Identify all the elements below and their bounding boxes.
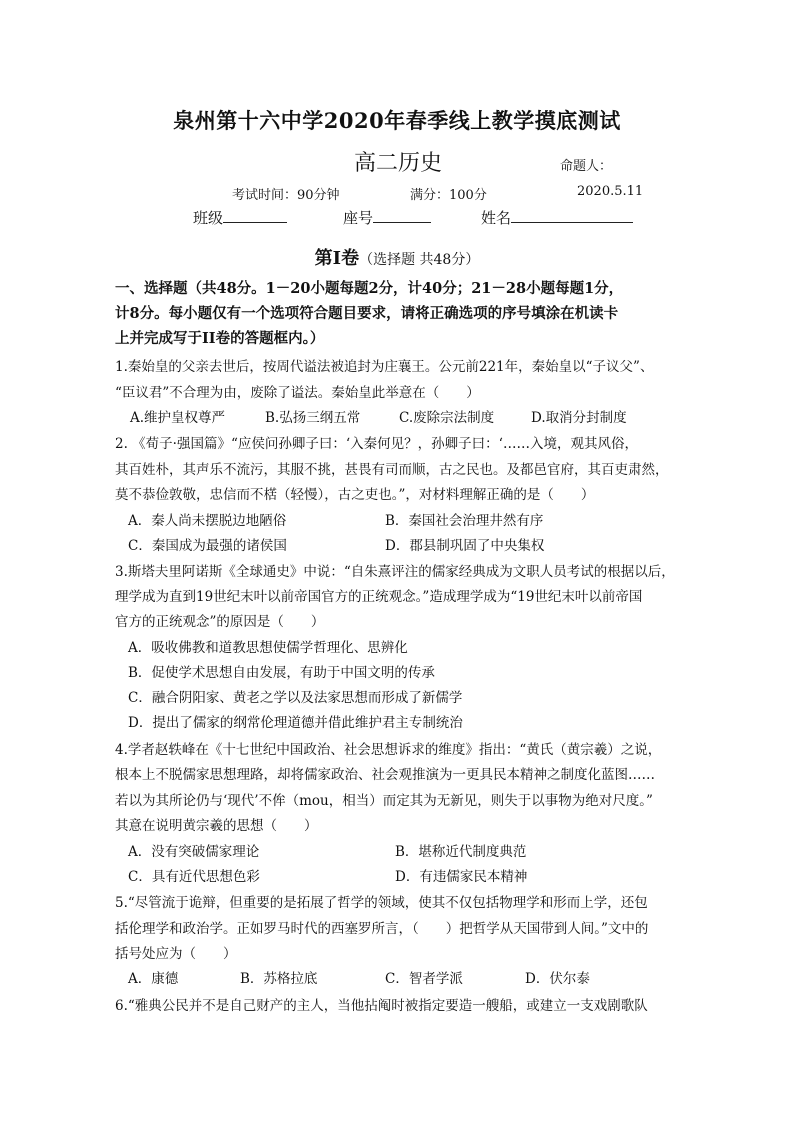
exam-title: 泉州第十六中学2020年春季线上教学摸底测试 [173,108,621,133]
question-1-option-d[interactable]: D.取消分封制度 [531,410,627,426]
question-5-option-d[interactable]: D．伏尔泰 [525,971,590,987]
question-1-option-b[interactable]: B.弘扬三纲五常 [265,410,361,426]
section-heading [0,244,794,270]
seat-field [343,207,431,228]
question-4-option-c[interactable]: C．具有近代思想色彩 [128,869,260,885]
question-4-stem: 4.学者赵轶峰在《十七世纪中国政治、社会思想诉求的维度》指出：“黄氏（黄宗羲）之说， [115,742,662,758]
question-3-option-c[interactable]: C．融合阴阳家、黄老之学以及法家思想而形成了新儒学 [128,690,463,706]
name-label: 姓名 [481,209,512,227]
question-4-option-d[interactable]: D．有违儒家民本精神 [395,869,528,885]
question-3-option-d[interactable]: D．提出了儒家的纲常伦理道德并借此维护君主专制统治 [128,715,463,731]
question-6-stem: 6.“雅典公民并不是自己财产的主人，当他拈阄时被指定要造一艘船，或建立一支戏剧歌队 [115,998,648,1014]
subject-title: 高二历史 [354,151,443,176]
exam-time: 考试时间：90分钟 [232,188,340,203]
question-2-option-c[interactable]: C．秦国成为最强的诸侯国 [128,538,287,554]
question-1-option-a[interactable]: A.维护皇权尊严 [130,410,226,426]
question-2-option-b[interactable]: B．秦国社会治理井然有序 [385,513,544,529]
question-1-option-c[interactable]: C.废除宗法制度 [399,410,495,426]
question-3-option-b[interactable]: B．促使学术思想自由发展，有助于中国文明的传承 [128,665,435,681]
instruction-line: 计8分。每小题仅有一个选项符合题目要求，请将正确选项的序号填涂在机读卡 [115,305,619,322]
question-2-stem: 2. 《荀子·强国篇》“应侯问孙卿子曰：‘入秦何见？，孙卿子曰：‘……入境，观其风俗， [115,436,638,452]
section-note: （选择题 共48分） [359,252,480,268]
question-1-stem: 1.秦始皇的父亲去世后，按周代谥法被追封为庄襄王。公元前221年，秦始皇以“子议父”、 [115,359,654,375]
question-5-stem: 括号处应为（ ） [115,946,237,962]
question-2-stem: 莫不恭俭敦敬，忠信而不楛（轻慢），古之吏也。”，对材料理解正确的是（ ） [115,487,595,503]
question-2-option-a[interactable]: A．秦人尚未摆脱边地陋俗 [128,513,287,529]
exam-date: 2020.5.11 [577,184,644,199]
question-3-option-a[interactable]: A．吸收佛教和道教思想使儒学哲理化、思辨化 [128,640,408,656]
instruction-line: 上并完成写于II卷的答题框内。） [115,330,325,347]
seat-label: 座号 [343,209,374,227]
class-field [193,207,287,228]
question-5-option-c[interactable]: C．智者学派 [385,971,463,987]
class-blank[interactable] [223,207,287,223]
question-3-stem: 官方的正统观念”的原因是（ ） [115,614,325,630]
question-5-stem: 5.“尽管流于诡辩，但重要的是拓展了哲学的领域，使其不仅包括物理学和形而上学，还包 [115,895,648,911]
question-5-option-b[interactable]: B．苏格拉底 [240,971,318,987]
question-1-stem: “臣议君”不合理为由，废除了谥法。秦始皇此举意在（ ） [115,385,480,401]
question-2-option-d[interactable]: D．郡县制巩固了中央集权 [385,538,545,554]
question-2-stem: 其百姓朴，其声乐不流污，其服不挑，甚畏有司而顺，古之民也。及都邑官府，其百吏肃然， [115,462,669,478]
question-3-stem: 理学成为直到19世纪末叶以前帝国官方的正统观念。”造成理学成为“19世纪末叶以前帝国 [115,589,643,605]
instruction-line: 一、选择题（共48分。1－20小题每题2分，计40分；21－28小题每题1分， [115,280,624,297]
question-4-stem: 若以为其所论仍与‘现代’不侔（mou，相当）而定其为无新见，则失于以事物为绝对尺度。” [115,793,653,809]
question-4-stem: 根本上不脱儒家思想理路，却将儒家政治、社会观推演为一更具民本精神之制度化蓝图…… [115,767,655,783]
question-5-option-a[interactable]: A．康德 [128,971,179,987]
question-3-stem: 3.斯塔夫里阿诺斯《全球通史》中说：“自朱熹评注的儒家经典成为文职人员考试的根据以后， [115,564,675,580]
question-4-option-b[interactable]: B．堪称近代制度典范 [395,844,527,860]
seat-blank[interactable] [373,207,431,223]
setter-label: 命题人： [560,159,613,174]
question-4-stem: 其意在说明黄宗羲的思想（ ） [115,818,318,834]
section-title: 第Ⅰ卷 [314,248,360,269]
question-5-stem: 括伦理学和政治学。正如罗马时代的西塞罗所言，（ ）把哲学从天国带到人间。”文中的 [115,921,649,937]
full-score: 满分：100分 [410,188,487,203]
name-blank[interactable] [511,207,633,223]
name-field [481,207,633,228]
question-4-option-a[interactable]: A．没有突破儒家理论 [128,844,260,860]
class-label: 班级 [193,209,224,227]
